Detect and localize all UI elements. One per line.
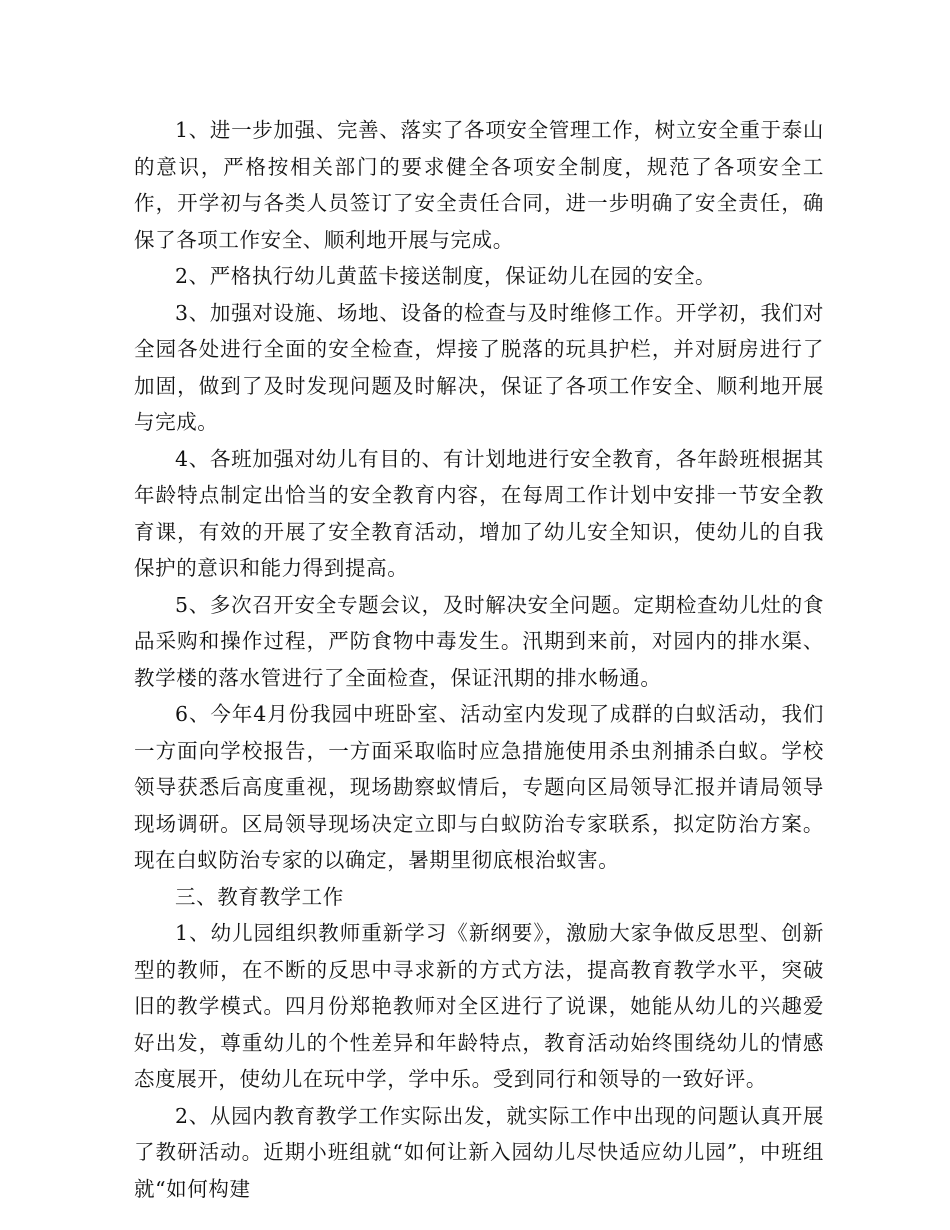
paragraph-4: 4、各班加强对幼儿有目的、有计划地进行安全教育，各年龄班根据其年龄特点制定出恰当的安全教育内容，在每周工作计划中安排一节安全教育课，有效的开展了安全教育活动，增加了幼儿安全知识，使幼儿的自我保护的意识和能力得到提高。 (134, 446, 824, 580)
paragraph-2: 2、严格执行幼儿黄蓝卡接送制度，保证幼儿在园的安全。 (175, 264, 717, 288)
paragraph-3: 3、加强对设施、场地、设备的检查与及时维修工作。开学初，我们对全园各处进行全面的安全检查，焊接了脱落的玩具护栏，并对厨房进行了加固，做到了及时发现问题及时解决，保证了各项工作安全、顺利地开展与完成。 (134, 300, 824, 434)
paragraph-7: 1、幼儿园组织教师重新学习《新纲要》，激励大家争做反思型、创新型的教师，在不断的反思中寻求新的方式方法，提高教育教学水平，突破旧的教学模式。四月份郑艳教师对全区进行了说课，她能从幼儿的兴趣爱好出发，尊重幼儿的个性差异和年龄特点，教育活动始终围绕幼儿的情感态度展开，使幼儿在玩中学，学中乐。受到同行和领导的一致好评。 (134, 921, 824, 1091)
paragraph-8: 2、从园内教育教学工作实际出发，就实际工作中出现的问题认真开展了教研活动。近期小班组就“如何让新入园幼儿尽快适应幼儿园”，中班组就“如何构建 (134, 1103, 824, 1201)
section-heading: 三、教育教学工作 (175, 884, 344, 909)
paragraph-6: 6、今年4月份我园中班卧室、活动室内发现了成群的白蚁活动，我们一方面向学校报告，一方面采取临时应急措施使用杀虫剂捕杀白蚁。学校领导获悉后高度重视，现场勘察蚁情后，专题向区局领导汇报并请局领导现场调研。区局领导现场决定立即与白蚁防治专家联系，拟定防治方案。现在白蚁防治专家的以确定，暑期里彻底根治蚁害。 (134, 702, 824, 872)
document-body (134, 112, 824, 1207)
paragraph-1: 1、进一步加强、完善、落实了各项安全管理工作，树立安全重于泰山的意识，严格按相关部门的要求健全各项安全制度，规范了各项安全工作，开学初与各类人员签订了安全责任合同，进一步明确了安全责任，确保了各项工作安全、顺利地开展与完成。 (134, 118, 824, 252)
paragraph-5: 5、多次召开安全专题会议，及时解决安全问题。定期检查幼儿灶的食品采购和操作过程，严防食物中毒发生。汛期到来前，对园内的排水渠、教学楼的落水管进行了全面检查，保证汛期的排水畅通。 (134, 592, 824, 690)
